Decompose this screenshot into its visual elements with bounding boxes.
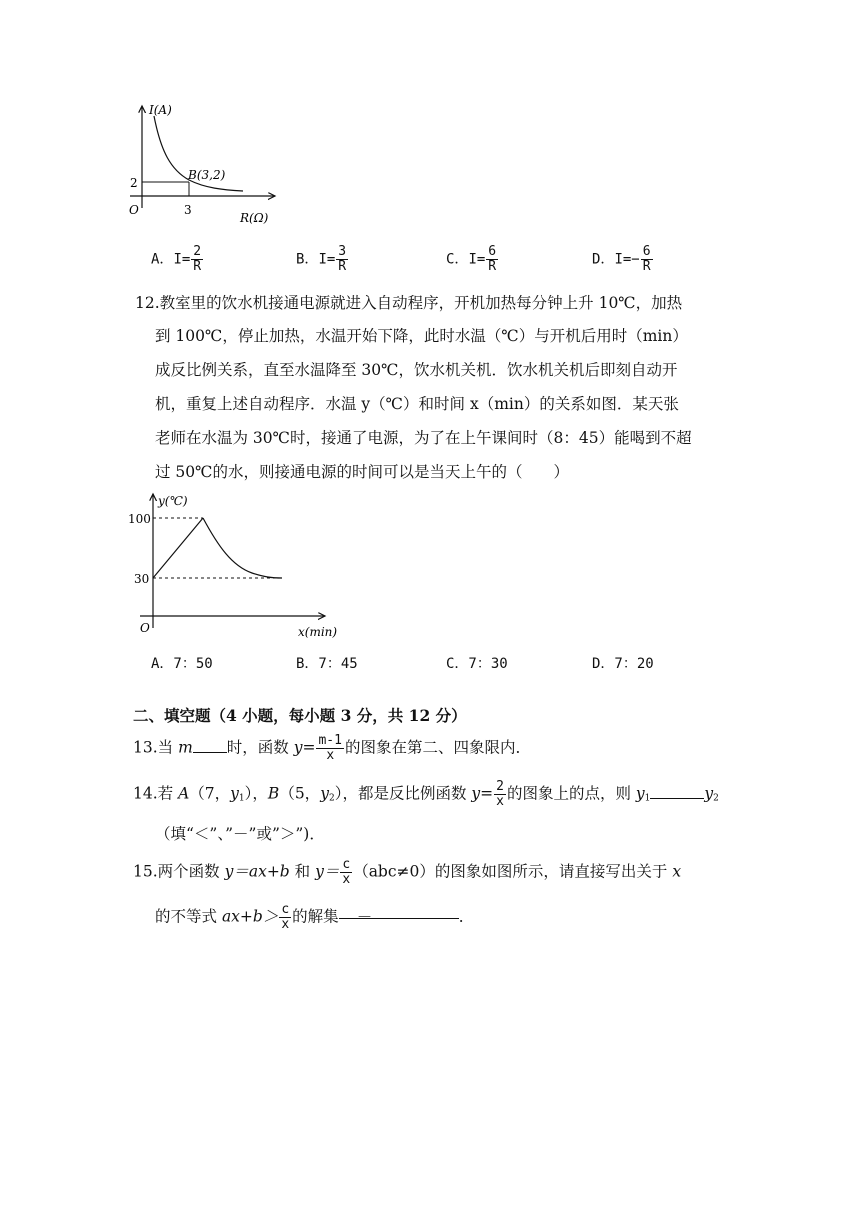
fraction: $\frac{2}{x}$	[496, 779, 504, 809]
y-tick-100: 100	[128, 512, 151, 526]
option-prefix: I=	[318, 251, 336, 268]
q12-line-4: 机，重复上述自动程序．水温 y（℃）和时间 x（min）的关系如图．某天张	[155, 395, 679, 413]
y-tick-30: 30	[134, 572, 150, 586]
q12-option-a[interactable]: A．7：50	[151, 656, 213, 672]
q12-line-5: 老师在水温为 30℃时，接通了电源，为了在上午课间时（8：45）能喝到不超	[155, 429, 692, 447]
q12-option-b[interactable]: B．7：45	[296, 656, 358, 672]
q12-line-3: 成反比例关系，直至水温降至 30℃，饮水机关机．饮水机关机后即刻自动开	[155, 361, 678, 379]
answer-blank[interactable]	[650, 784, 704, 799]
y-axis-label: I(A)	[149, 103, 172, 117]
option-fraction: $\frac{3}{R}$	[338, 244, 347, 274]
option-fraction: $\frac{2}{R}$	[193, 244, 202, 274]
x-axis-label: x(min)	[298, 625, 338, 639]
x-axis-label: R(Ω)	[240, 211, 269, 225]
q11-option-d[interactable]	[592, 245, 654, 274]
q11-option-b[interactable]	[296, 245, 349, 274]
q12-option-c[interactable]: C．7：30	[446, 656, 508, 672]
point-b-label: B(3,2)	[188, 168, 226, 182]
fraction: $\frac{m-1}{x}$	[318, 733, 342, 763]
y-tick-label: 2	[130, 176, 138, 190]
fraction: $\frac{c}{x}$	[342, 857, 351, 887]
option-letter: B．	[296, 251, 319, 268]
x-tick-label: 3	[184, 203, 192, 217]
option-letter: A．	[151, 251, 174, 268]
option-prefix: I=−	[614, 251, 640, 268]
origin-label: O	[140, 621, 150, 635]
q14-line-2: （填“＜”、”－”或”＞”)．	[155, 825, 325, 843]
section-heading: 二、填空题（4 小题，每小题 3 分，共 12 分）	[133, 706, 467, 725]
fraction: $\frac{c}{x}$	[281, 902, 290, 932]
option-letter: C．	[446, 251, 469, 268]
question-13: 13.当 m 时，函数 y= $\frac{m-1}{x}$ 的图象在第二、四象限内．	[133, 733, 531, 763]
q12-option-d[interactable]: D．7：20	[592, 656, 654, 672]
option-letter: D．	[592, 251, 615, 268]
option-prefix: I=	[468, 251, 486, 268]
question-14: 14.若 A（7，$y_1$），B（5，$y_2$），都是反比例函数 y= $\frac{2}{x}$ 的图象上的点，则 $y_1$ $y_2$	[133, 779, 719, 809]
question-15: 15.两个函数 y＝ax+b 和 y＝ $\frac{c}{x}$ （abc≠0）的图象如图所示，请直接写出关于 x	[133, 857, 682, 887]
option-prefix: I=	[173, 251, 191, 268]
water-temperature-graph	[120, 488, 350, 643]
q12-line-6: 过 50℃的水，则接通电源的时间可以是当天上午的（ ）	[155, 463, 569, 481]
current-resistance-graph	[125, 100, 285, 225]
q11-option-c[interactable]	[446, 245, 499, 274]
cooling-curve	[203, 518, 282, 578]
answer-blank[interactable]	[339, 905, 459, 926]
option-fraction: $\frac{6}{R}$	[642, 244, 651, 274]
answer-blank[interactable]	[193, 738, 227, 753]
y-axis-label: y(℃)	[158, 494, 188, 508]
heating-line	[153, 518, 203, 578]
q12-line-1: 12.教室里的饮水机接通电源就进入自动程序，开机加热每分钟上升 10℃，加热	[135, 294, 683, 312]
q12-line-2: 到 100℃，停止加热，水温开始下降，此时水温（℃）与开机后用时（min）	[155, 327, 688, 345]
q11-option-a[interactable]	[151, 245, 204, 274]
q15-line-2: 的不等式 ax+b＞ $\frac{c}{x}$ 的解集 － ．	[155, 902, 475, 932]
answer-text: －	[356, 907, 373, 926]
origin-label: O	[129, 203, 139, 217]
option-fraction: $\frac{6}{R}$	[488, 244, 497, 274]
